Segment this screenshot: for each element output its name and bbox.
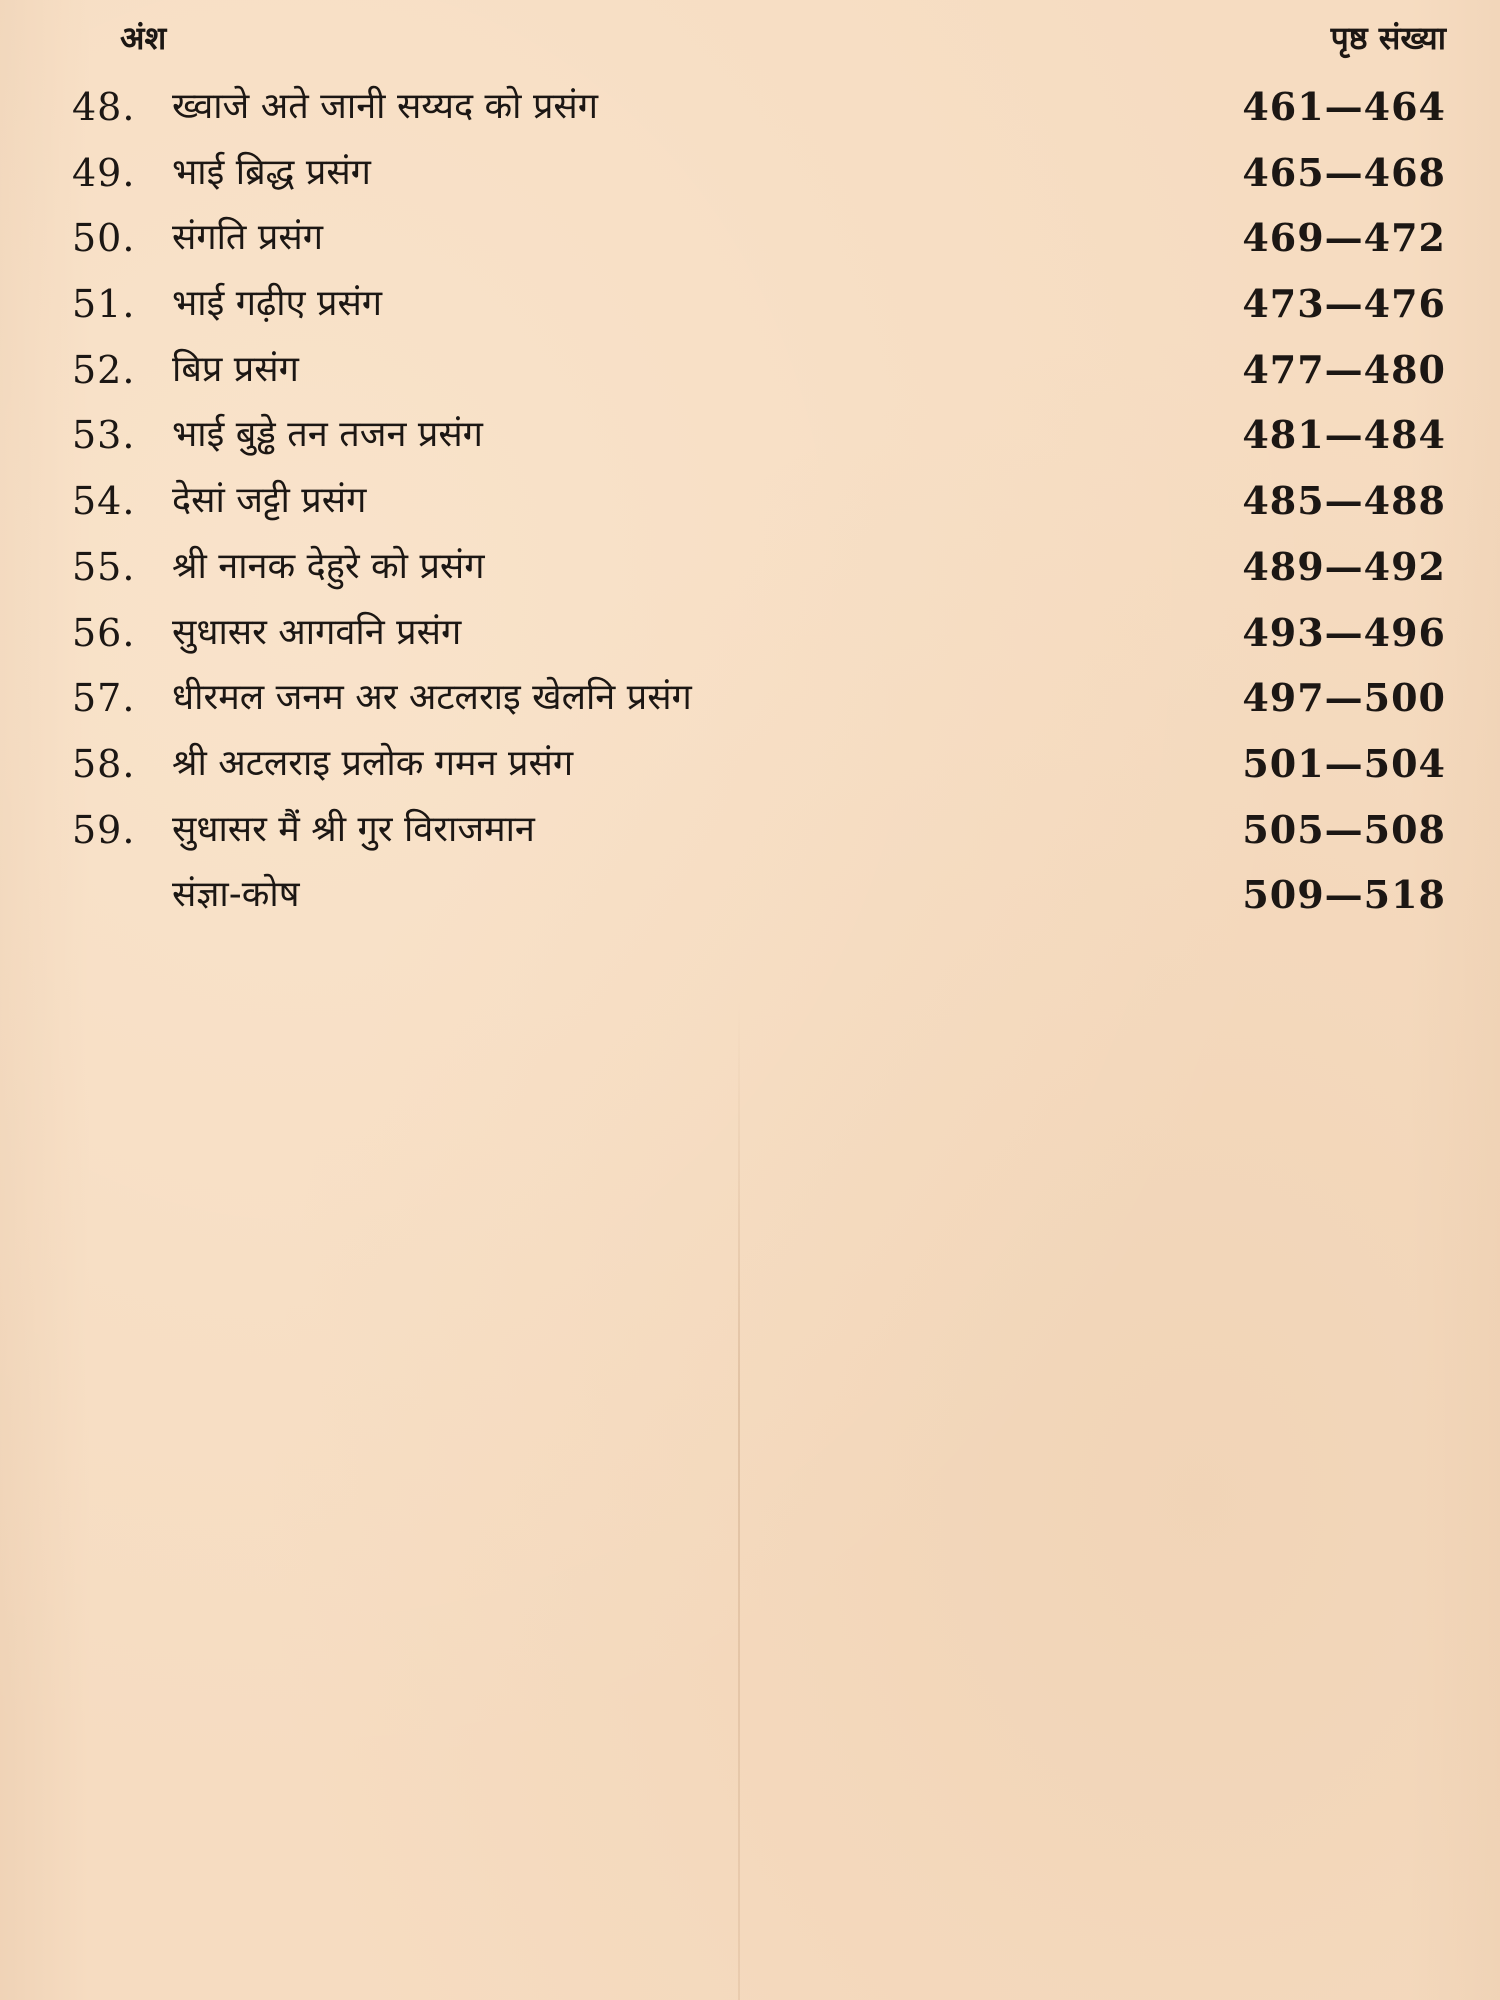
entry-title: भाई गढ़ीए प्रसंग [172,283,383,325]
toc-entry [0,862,1500,928]
entry-title: सुधासर आगवनि प्रसंग [172,611,462,653]
column-header-page-number: पृष्ठ संख्या [1330,19,1446,57]
entry-number: 51. [72,282,136,327]
toc-entry [0,337,1500,403]
entry-title: देसां जट्टी प्रसंग [172,480,367,522]
toc-entry [0,797,1500,863]
entry-title: संज्ञा-कोष [172,874,300,916]
entry-pages: 493—496 [1242,609,1446,655]
column-header-section: अंश [120,19,167,57]
entry-pages: 481—484 [1242,412,1446,458]
entry-pages: 473—476 [1242,281,1446,327]
entry-number: 50. [72,216,136,261]
entry-number: 57. [72,676,136,721]
entry-pages: 497—500 [1242,675,1446,721]
toc-entry [0,205,1500,271]
page-crease [738,1000,740,2000]
entry-title: श्री नानक देहुरे को प्रसंग [172,545,485,587]
entry-pages: 501—504 [1242,740,1446,786]
entry-pages: 485—488 [1242,478,1446,524]
entry-number: 54. [72,479,136,524]
toc-entry [0,402,1500,468]
entry-pages: 469—472 [1242,215,1446,261]
entry-title: संगति प्रसंग [172,217,323,259]
entry-number: 49. [72,150,136,195]
toc-entry [0,534,1500,600]
entry-number: 48. [72,85,136,129]
entry-title: भाई ब्रिद्ध प्रसंग [172,151,371,193]
entry-title: श्री अटलराइ प्रलोक गमन प्रसंग [172,742,574,784]
table-of-contents [0,74,1500,928]
toc-entry [0,74,1500,140]
entry-pages: 461—464 [1242,84,1446,129]
entry-title: सुधासर मैं श्री गुर विराजमान [172,808,535,850]
entry-number: 58. [72,741,136,786]
toc-entry [0,665,1500,731]
entry-number: 55. [72,544,136,589]
entry-pages: 477—480 [1242,346,1446,392]
entry-title: बिप्र प्रसंग [172,348,299,390]
toc-entry [0,271,1500,337]
entry-title: धीरमल जनम अर अटलराइ खेलनि प्रसंग [172,677,692,719]
entry-number: 59. [72,807,136,852]
entry-title: ख्वाजे अते जानी सय्यद को प्रसंग [172,86,599,127]
toc-entry [0,731,1500,797]
entry-pages: 509—518 [1242,872,1446,918]
entry-number: 56. [72,610,136,655]
toc-entry [0,140,1500,206]
toc-entry [0,600,1500,666]
entry-pages: 505—508 [1242,806,1446,852]
entry-pages: 489—492 [1242,543,1446,589]
entry-title: भाई बुड्ढे तन तजन प्रसंग [172,414,483,456]
entry-pages: 465—468 [1242,149,1446,195]
toc-entry [0,468,1500,534]
entry-number: 53. [72,413,136,458]
entry-number: 52. [72,347,136,392]
